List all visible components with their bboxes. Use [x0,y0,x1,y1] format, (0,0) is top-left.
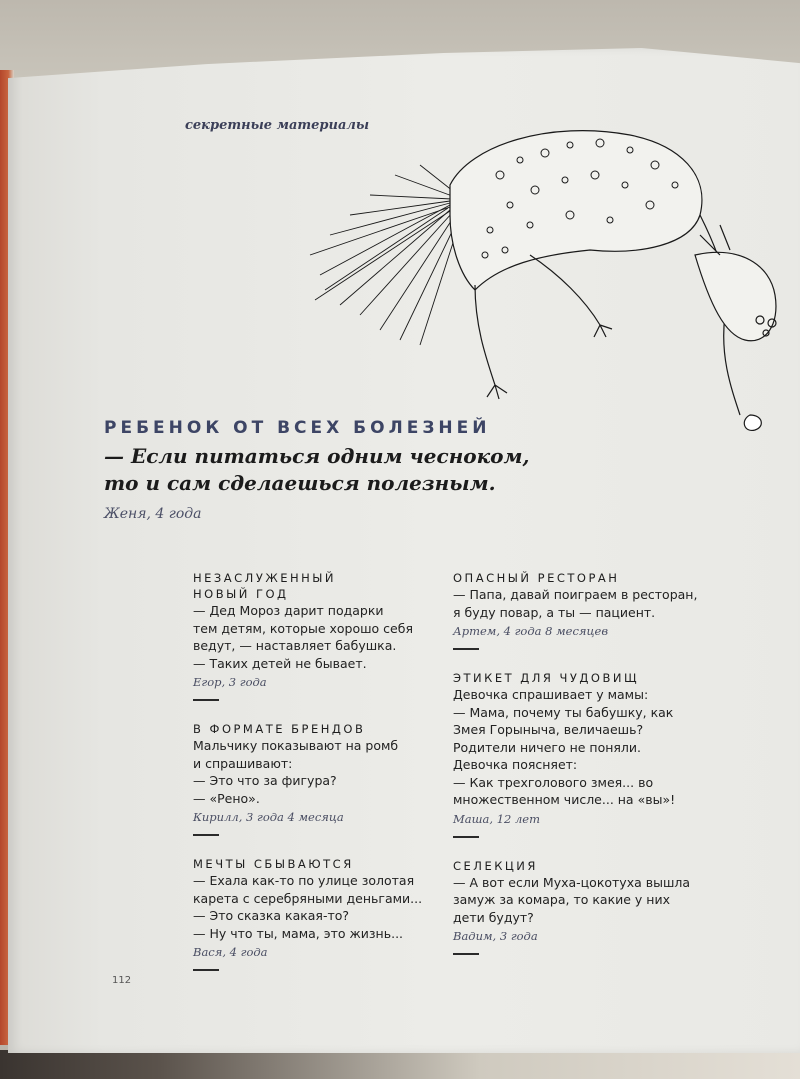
entry-divider [193,699,219,701]
hero-quote-line: то и сам сделаешься полезным. [104,471,496,495]
entry-author: Егор, 3 года [193,675,267,689]
entry-title: В ФОРМАТЕ БРЕНДОВ [193,722,366,736]
entry-title: ЭТИКЕТ ДЛЯ ЧУДОВИЩ [453,671,640,685]
entry-divider [453,648,479,650]
entry-text-line: Мальчику показывают на ромб [193,738,399,753]
entry-text-line: — Ехала как-то по улице золотая [193,873,415,888]
entry-text-line: — Папа, давай поиграем в ресторан, [453,587,698,602]
entry-text-line: — «Рено». [193,790,260,806]
entry-text-line: я буду повар, а ты — пациент. [453,604,656,620]
entry-text-line: — Ну что ты, мама, это жизнь... [193,925,404,941]
hero-author: Женя, 4 года [104,506,202,522]
entry-text-line: карета с серебряными деньгами... [193,890,423,906]
entry-author: Маша, 12 лет [453,811,541,826]
entry-text-line: — А вот если Муха-цокотуха вышла [453,874,691,890]
entry-text-line: замуж за комара, то какие у них [453,892,670,907]
entry-text-line: ведут, — наставляет бабушка. [193,638,397,653]
entry-divider [193,834,219,836]
entry-title: СЕЛЕКЦИЯ [453,858,538,873]
right-column [453,570,713,975]
entry-divider [453,836,479,838]
anecdote-entry [193,856,453,971]
entry-text-line: — Это сказка какая-то? [193,908,350,923]
table-surface [0,1050,800,1079]
entry-author: Кирилл, 3 года 4 месяца [193,810,344,824]
entry-author: Вадим, 3 года [453,929,538,943]
entry-text-line: — Мама, почему ты бабушку, как [453,704,674,720]
anecdote-entry [453,858,713,956]
hero-quote [104,443,530,497]
entry-text-line: — Таких детей не бывает. [193,655,367,671]
entry-text-line: тем детям, которые хорошо себя [193,620,413,636]
entry-title: ОПАСНЫЙ РЕСТОРАН [453,571,620,585]
entry-divider [193,969,219,971]
entry-text-line: — Дед Мороз дарит подарки [193,603,384,618]
entry-text-line: Змея Горыныча, величаешь? [453,722,644,737]
entry-title: МЕЧТЫ СБЫВАЮТСЯ [193,857,354,871]
entry-title: НЕЗАСЛУЖЕННЫЙ НОВЫЙ ГОД [193,571,337,601]
page-number: 112 [112,975,132,986]
entry-text-line: дети будут? [453,909,534,925]
entry-text-line: и спрашивают: [193,755,293,771]
entry-text-line: множественном числе... на «вы»! [453,792,676,807]
anecdote-entry [453,670,713,838]
entry-text-line: — Это что за фигура? [193,773,337,788]
anecdote-entry [453,570,713,650]
section-tag: секретные материалы [185,118,370,133]
entry-text-line: Девочка поясняет: [453,757,578,772]
hero-title: РЕБЕНОК ОТ ВСЕХ БОЛЕЗНЕЙ [104,418,491,438]
entry-author: Артем, 4 года 8 месяцев [453,624,609,638]
anecdote-entry [193,570,453,701]
hero-quote-line: — Если питаться одним чесноком, [104,444,530,468]
left-column [193,570,453,991]
entry-text-line: Девочка спрашивает у мамы: [453,687,649,702]
entry-divider [453,953,479,955]
anecdote-entry [193,721,453,836]
entry-text-line: Родители ничего не поняли. [453,739,642,755]
entry-author: Вася, 4 года [193,945,268,959]
entry-text-line: — Как трехголового змея... во [453,774,654,790]
creature-illustration [300,115,800,460]
